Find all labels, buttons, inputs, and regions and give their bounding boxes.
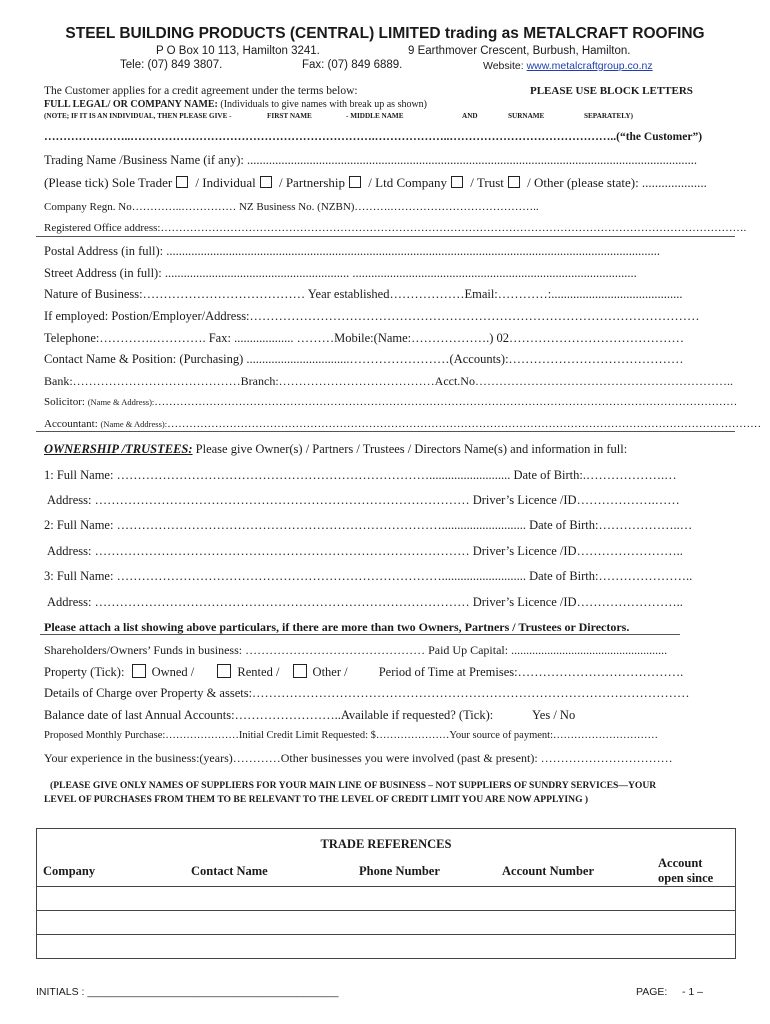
column-account-number: Account Number <box>490 856 648 887</box>
bank-field[interactable]: Bank:……………………………………Branch:…………………………………Acct.No……………………………………………………….. <box>44 374 733 388</box>
employer-field[interactable]: If employed: Postion/Employer/Address:……………………………………………………………………………………………… <box>44 309 700 323</box>
first-name-label: FIRST NAME <box>267 112 312 120</box>
website-link[interactable]: www.metalcraftgroup.co.nz <box>526 60 653 72</box>
trade-references-table <box>36 828 736 959</box>
charge-details-field[interactable]: Details of Charge over Property & assets:…………………………………………………………………………………………… <box>44 686 690 700</box>
table-row[interactable] <box>37 887 736 911</box>
trade-reference-row-2[interactable] <box>37 911 736 935</box>
owner-1-name-field[interactable]: 1: Full Name: ………………………………………………………………….......................... Date of Birth:.……………….… <box>44 468 677 482</box>
ltd-company-checkbox[interactable] <box>451 176 463 188</box>
other-property-checkbox[interactable] <box>293 664 307 678</box>
accountant-dots[interactable]: ……………………………………………………………………………………………………………………………………………… <box>167 418 762 430</box>
proposed-purchase-field[interactable]: Proposed Monthly Purchase:…………………Initial Credit Limit Requested: $…………………Your source of payment:………………………… <box>44 730 659 741</box>
accountant-field[interactable] <box>44 418 761 430</box>
partnership-checkbox[interactable] <box>349 176 361 188</box>
trade-reference-row-3[interactable] <box>37 935 736 959</box>
separately-label: SEPARATELY) <box>584 112 633 120</box>
column-company: Company <box>37 856 180 887</box>
rented-checkbox[interactable] <box>217 664 231 678</box>
solicitor-note: (Name & Address): <box>87 397 155 407</box>
nature-of-business-field[interactable]: Nature of Business:………………………………… Year established………………Email:…………:.......................................... <box>44 287 683 301</box>
rented-label: Rented / <box>237 665 280 679</box>
trade-reference-row-1[interactable] <box>37 887 736 911</box>
attach-list-note: Please attach a list showing above particulars, if there are more than two Owners, Partners / Trustees or Directors. <box>44 620 630 634</box>
credit-intro: The Customer applies for a credit agreement under the terms below: <box>44 85 358 97</box>
owner-3-address-field[interactable]: Address: ……………………………………………………………………………… Driver’s Licence /ID…………………….. <box>47 595 683 609</box>
solicitor-label: Solicitor: <box>44 396 85 408</box>
section-divider <box>36 236 735 237</box>
street-address-field[interactable]: Street Address (in full): ........................................................... ........................................................................................... <box>44 266 637 280</box>
section-divider <box>36 431 735 432</box>
legal-name-row <box>44 99 427 110</box>
registered-office-field[interactable]: Registered Office address:……………………………………………………………………………………………………………………………………………. <box>44 222 747 234</box>
street-address-header: 9 Earthmover Crescent, Burbush, Hamilton. <box>408 45 631 57</box>
section-divider <box>40 634 680 635</box>
owner-1-address-field[interactable]: Address: ……………………………………………………………………………… Driver’s Licence /ID……………….…… <box>47 493 680 507</box>
fax-header: Fax: (07) 849 6889. <box>302 59 403 71</box>
solicitor-field[interactable] <box>44 396 737 408</box>
trade-references-title: TRADE REFERENCES <box>37 829 736 857</box>
customer-name-field[interactable]: …………………..……………………………………………………….………………..……………………………………..(“the Customer”) <box>44 131 703 143</box>
owned-label: Owned / <box>151 665 195 679</box>
solicitor-dots[interactable]: …………………………………………………………………………………………………………………………………………… <box>154 396 738 408</box>
page-label: PAGE: <box>636 986 668 998</box>
owned-checkbox[interactable] <box>132 664 146 678</box>
partnership-label: / Partnership <box>278 175 346 190</box>
postal-address-field[interactable]: Postal Address (in full): .............................................................................................................................................................. <box>44 244 660 258</box>
company-regn-field[interactable]: Company Regn. No…………..…………… NZ Business No. (NZBN)……….………………………………….. <box>44 201 539 213</box>
website-row <box>483 60 653 72</box>
middle-name-label: - MIDDLE NAME <box>346 112 404 120</box>
ltd-company-label: / Ltd Company <box>368 175 448 190</box>
ownership-heading-row <box>44 442 627 457</box>
owner-3-name-field[interactable]: 3: Full Name: ……………………………………………………………………........................... Date of Birth:………………….. <box>44 569 693 583</box>
individual-note: (NOTE; IF IT IS AN INDIVIDUAL, THEN PLEASE GIVE - <box>44 112 232 120</box>
accountant-note: (Name & Address): <box>100 419 168 429</box>
column-account-open-since: Account open since <box>648 856 736 887</box>
owner-2-address-field[interactable]: Address: ……………………………………………………………………………… Driver’s Licence /ID…………………….. <box>47 544 683 558</box>
table-row[interactable] <box>37 935 736 959</box>
telephone-field[interactable]: Telephone:………….…………. Fax: ................... ………Mobile:(Name:……………….) 02…………………………………… <box>44 331 685 345</box>
entity-type-prefix: (Please tick) Sole Trader <box>44 175 173 190</box>
trust-checkbox[interactable] <box>508 176 520 188</box>
legal-name-note: (Individuals to give names with break up as shown) <box>220 99 428 110</box>
trading-name-field[interactable]: Trading Name /Business Name (if any): ................................................................................................................................................ <box>44 153 697 167</box>
ownership-instructions: Please give Owner(s) / Partners / Trustees / Directors Name(s) and information in full: <box>195 442 628 456</box>
website-label: Website: <box>483 60 524 72</box>
property-label: Property (Tick): <box>44 665 125 679</box>
company-title: STEEL BUILDING PRODUCTS (CENTRAL) LIMITED trading as METALCRAFT ROOFING <box>65 25 705 42</box>
contact-name-field[interactable]: Contact Name & Position: (Purchasing) .................................……………………(Accounts):…………………………………… <box>44 352 684 366</box>
other-entity-label[interactable]: / Other (please state): .................... <box>527 175 707 190</box>
owner-2-name-field[interactable]: 2: Full Name: ……………………………………………………………………........................... Date of Birth:………………..… <box>44 518 693 532</box>
block-letters-note: PLEASE USE BLOCK LETTERS <box>530 85 693 97</box>
entity-type-row <box>44 175 707 191</box>
ownership-heading: OWNERSHIP /TRUSTEES: <box>44 442 193 456</box>
trust-label: / Trust <box>470 175 504 190</box>
suppliers-note-line-1: (PLEASE GIVE ONLY NAMES OF SUPPLIERS FOR YOUR MAIN LINE OF BUSINESS – NOT SUPPLIERS OF SUNDRY SERVICES—YOUR <box>50 780 657 791</box>
shareholders-funds-field[interactable]: Shareholders/Owners’ Funds in business: ……………………………………… Paid Up Capital: .................................................... <box>44 643 668 657</box>
surname-label: SURNAME <box>508 112 545 120</box>
column-contact-name: Contact Name <box>179 856 347 887</box>
balance-date-field[interactable]: Balance date of last Annual Accounts:……………………..Available if requested? (Tick): <box>44 708 494 722</box>
po-box: P O Box 10 113, Hamilton 3241. <box>156 45 320 57</box>
individual-label: / Individual <box>195 175 256 190</box>
and-label: AND <box>462 112 478 120</box>
property-row <box>44 664 683 680</box>
experience-field[interactable]: Your experience in the business:(years)…………Other businesses you were involved (past & present): …………………………… <box>44 751 673 765</box>
table-row[interactable] <box>37 911 736 935</box>
accountant-label: Accountant: <box>44 418 98 430</box>
telephone-header: Tele: (07) 849 3807. <box>120 59 223 71</box>
suppliers-note-line-2: LEVEL OF PURCHASES FROM THEM TO BE RELEVANT TO THE LEVEL OF CREDIT LIMIT YOU ARE NOW APPLYING ) <box>44 794 589 805</box>
available-yes-no[interactable]: Yes / No <box>532 708 576 722</box>
individual-checkbox[interactable] <box>260 176 272 188</box>
legal-name-label: FULL LEGAL/ OR COMPANY NAME: <box>44 99 218 110</box>
other-property-label: Other / <box>312 665 348 679</box>
initials-field[interactable]: INITIALS : ___________________________________________ <box>36 986 339 998</box>
sole-trader-checkbox[interactable] <box>176 176 188 188</box>
column-phone-number: Phone Number <box>347 856 490 887</box>
period-at-premises-field[interactable]: Period of Time at Premises:…………………………………. <box>378 665 684 679</box>
page-number: - 1 – <box>682 986 704 998</box>
